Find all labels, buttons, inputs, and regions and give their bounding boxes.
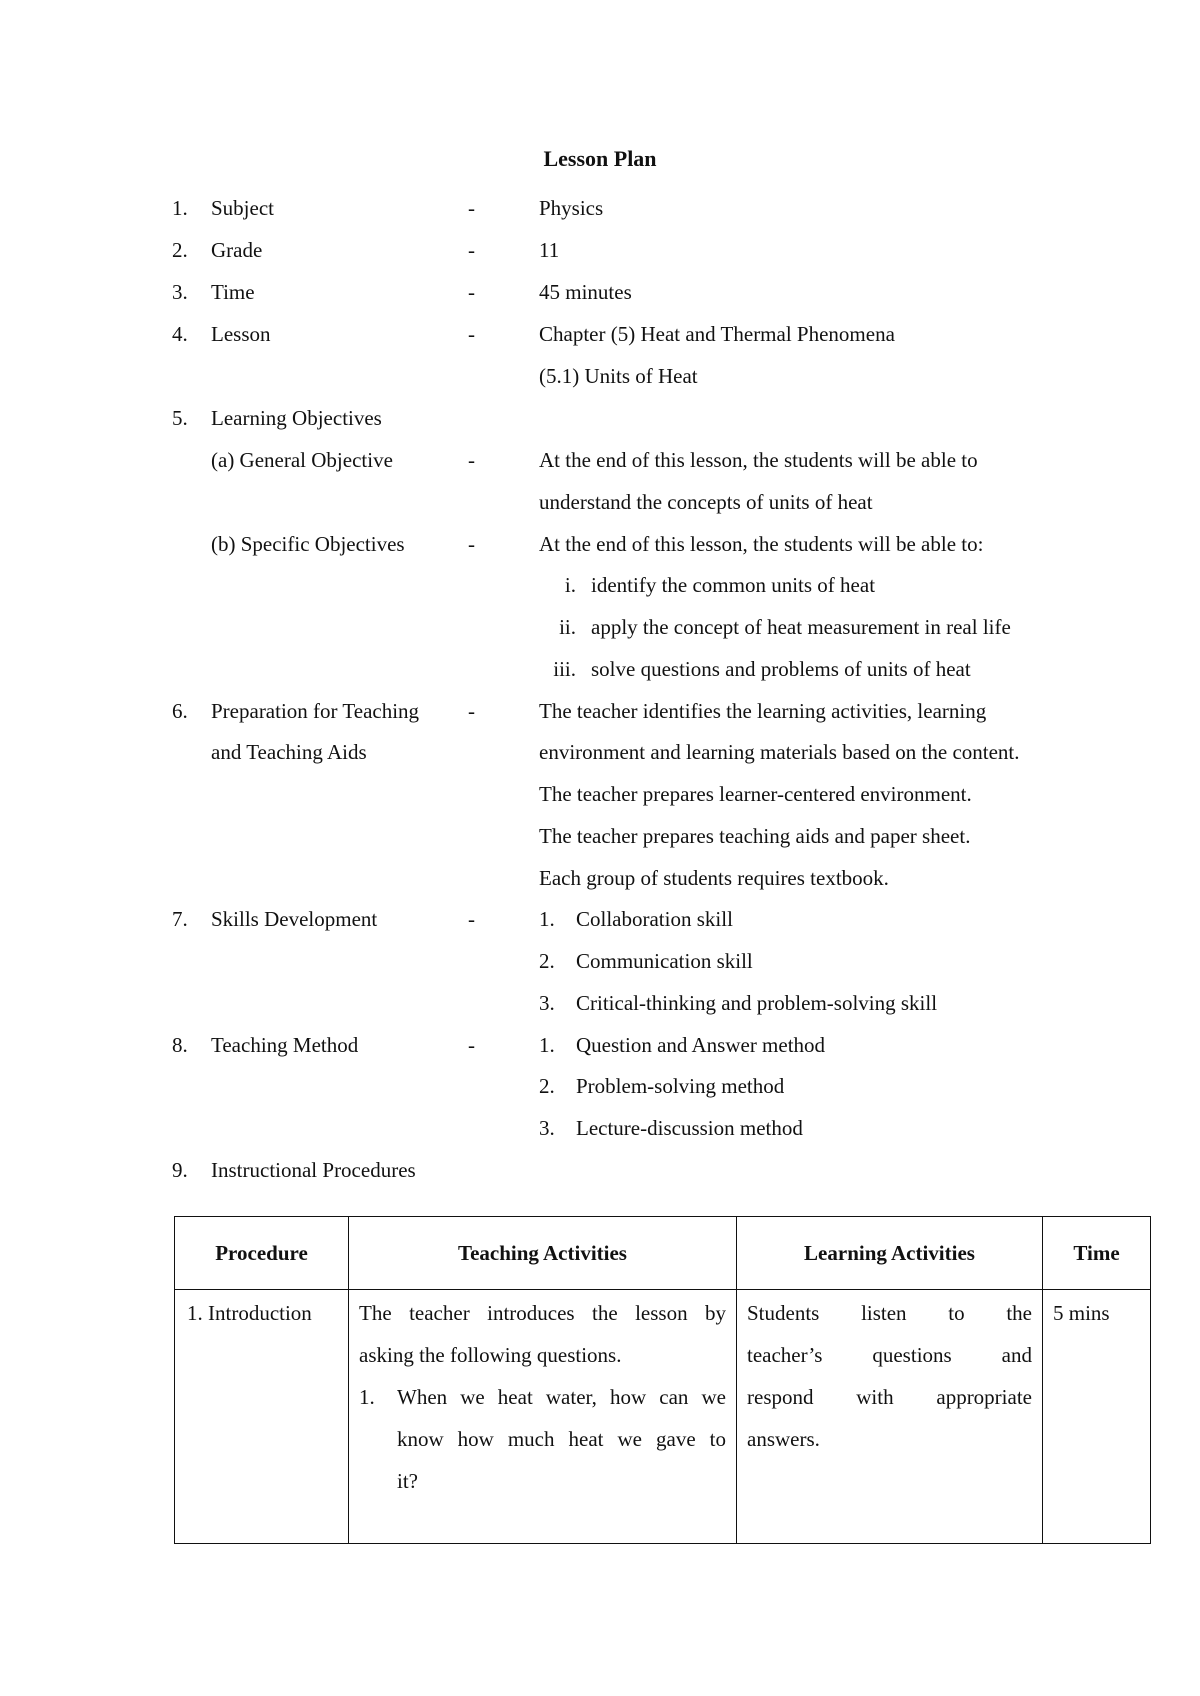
question-line: know how much heat we gave to: [397, 1427, 726, 1451]
list-text: Critical-thinking and problem-solving skill: [576, 991, 938, 1015]
item-number: 1.: [172, 196, 188, 220]
objective-item-text: apply the concept of heat measurement in real life: [591, 615, 1011, 639]
item-label: Skills Development: [211, 907, 378, 931]
item-label: Lesson: [211, 322, 271, 346]
list-number: 1.: [539, 907, 555, 931]
item-dash: -: [468, 699, 475, 723]
item-label: Time: [211, 280, 255, 304]
list-number: 1.: [539, 1033, 555, 1057]
list-text: Lecture-discussion method: [576, 1116, 803, 1140]
item-number: 2.: [172, 238, 188, 262]
item-label: Preparation for Teaching: [211, 699, 420, 723]
item-label: Grade: [211, 238, 263, 262]
objective-label: (a) General Objective: [211, 448, 393, 472]
cell-procedure: [175, 1290, 349, 1544]
general-objective: [0, 444, 1200, 476]
objective-text: At the end of this lesson, the students will be able to:: [539, 532, 984, 556]
item-preparation-cont: [0, 862, 1200, 894]
list-text: Question and Answer method: [576, 1033, 826, 1057]
list-number: 2.: [539, 949, 555, 973]
list-number: 2.: [539, 1074, 555, 1098]
item-preparation-cont: [0, 820, 1200, 852]
question-line: When we heat water, how can we: [397, 1385, 726, 1409]
item-method: [0, 1029, 1200, 1061]
learning-activities-block: [737, 1290, 1042, 1460]
learning-line: teacher’s questions and: [747, 1343, 1032, 1367]
item-lesson: [0, 318, 1200, 350]
item-number: 9.: [172, 1158, 188, 1182]
header-teaching-activities: Teaching Activities: [349, 1217, 737, 1290]
method-item: [0, 1070, 1200, 1102]
specific-objectives: [0, 528, 1200, 560]
item-dash: -: [468, 448, 475, 472]
objective-label: (b) Specific Objectives: [211, 532, 405, 556]
item-number: 3.: [172, 280, 188, 304]
general-objective-cont: [0, 486, 1200, 518]
list-number: 3.: [539, 1116, 555, 1140]
cell-teaching-activities: [349, 1290, 737, 1544]
item-dash: -: [468, 532, 475, 556]
teaching-activities-block: [349, 1290, 736, 1502]
item-dash: -: [468, 280, 475, 304]
item-preparation-cont: [0, 736, 1200, 768]
cell-time: [1043, 1290, 1151, 1544]
roman-numeral: ii.: [559, 615, 576, 639]
roman-numeral: iii.: [553, 657, 576, 681]
item-value: Physics: [539, 196, 604, 220]
item-dash: -: [468, 238, 475, 262]
question-line: it?: [397, 1469, 418, 1493]
specific-objective-item: [0, 653, 1200, 685]
list-text: Collaboration skill: [576, 907, 733, 931]
item-number: 8.: [172, 1033, 188, 1057]
item-dash: -: [468, 907, 475, 931]
list-text: Communication skill: [576, 949, 753, 973]
specific-objective-item: [0, 611, 1200, 643]
header-time: Time: [1043, 1217, 1151, 1290]
objective-item-text: solve questions and problems of units of heat: [591, 657, 971, 681]
item-number: 7.: [172, 907, 188, 931]
skill-item: [0, 987, 1200, 1019]
objective-text: understand the concepts of units of heat: [539, 490, 873, 514]
question-number: 1.: [359, 1385, 375, 1409]
list-number: 3.: [539, 991, 555, 1015]
item-label: Learning Objectives: [211, 406, 382, 430]
item-number: 5.: [172, 406, 188, 430]
item-subject: [0, 192, 1200, 224]
item-objectives: [0, 402, 1200, 434]
item-number: 6.: [172, 699, 188, 723]
item-lesson-sub: [0, 360, 1200, 392]
item-label: Subject: [211, 196, 274, 220]
item-label: Teaching Method: [211, 1033, 359, 1057]
item-value: environment and learning materials based on the content.: [539, 740, 1020, 764]
learning-line: Students listen to the: [747, 1301, 1032, 1325]
table-header-row: [175, 1217, 1151, 1290]
header-learning-activities: Learning Activities: [737, 1217, 1043, 1290]
item-label: Instructional Procedures: [211, 1158, 416, 1182]
item-value: Chapter (5) Heat and Thermal Phenomena: [539, 322, 895, 346]
item-dash: -: [468, 196, 475, 220]
teaching-line: asking the following questions.: [359, 1343, 622, 1367]
question-item: [359, 1376, 726, 1502]
item-value: The teacher identifies the learning activities, learning: [539, 699, 987, 723]
item-preparation-cont: [0, 778, 1200, 810]
item-dash: -: [468, 322, 475, 346]
skill-item: [0, 945, 1200, 977]
specific-objective-item: [0, 569, 1200, 601]
item-dash: -: [468, 1033, 475, 1057]
item-value: (5.1) Units of Heat: [539, 364, 698, 388]
page-title: Lesson Plan: [543, 146, 657, 171]
header-procedure: Procedure: [175, 1217, 349, 1290]
procedures-table: [174, 1216, 1151, 1544]
item-value: 11: [539, 238, 560, 262]
item-value: The teacher prepares learner-centered environment.: [539, 782, 972, 806]
item-preparation: [0, 695, 1200, 727]
objective-text: At the end of this lesson, the students will be able to: [539, 448, 978, 472]
learning-line: answers.: [747, 1427, 820, 1451]
item-label: and Teaching Aids: [211, 740, 367, 764]
item-procedures: [0, 1154, 1200, 1186]
learning-line: respond with appropriate: [747, 1385, 1032, 1409]
item-number: 4.: [172, 322, 188, 346]
item-value: The teacher prepares teaching aids and paper sheet.: [539, 824, 971, 848]
procedure-text: 1. Introduction: [187, 1301, 312, 1325]
item-value: 45 minutes: [539, 280, 632, 304]
objective-item-text: identify the common units of heat: [591, 573, 876, 597]
method-item: [0, 1112, 1200, 1144]
teaching-line: The teacher introduces the lesson by: [359, 1301, 726, 1325]
item-time: [0, 276, 1200, 308]
roman-numeral: i.: [564, 573, 576, 597]
time-text: 5 mins: [1053, 1301, 1110, 1325]
table-row: [175, 1290, 1151, 1544]
cell-learning-activities: [737, 1290, 1043, 1544]
item-skills: [0, 903, 1200, 935]
item-grade: [0, 234, 1200, 266]
list-text: Problem-solving method: [576, 1074, 785, 1098]
item-value: Each group of students requires textbook.: [539, 866, 889, 890]
